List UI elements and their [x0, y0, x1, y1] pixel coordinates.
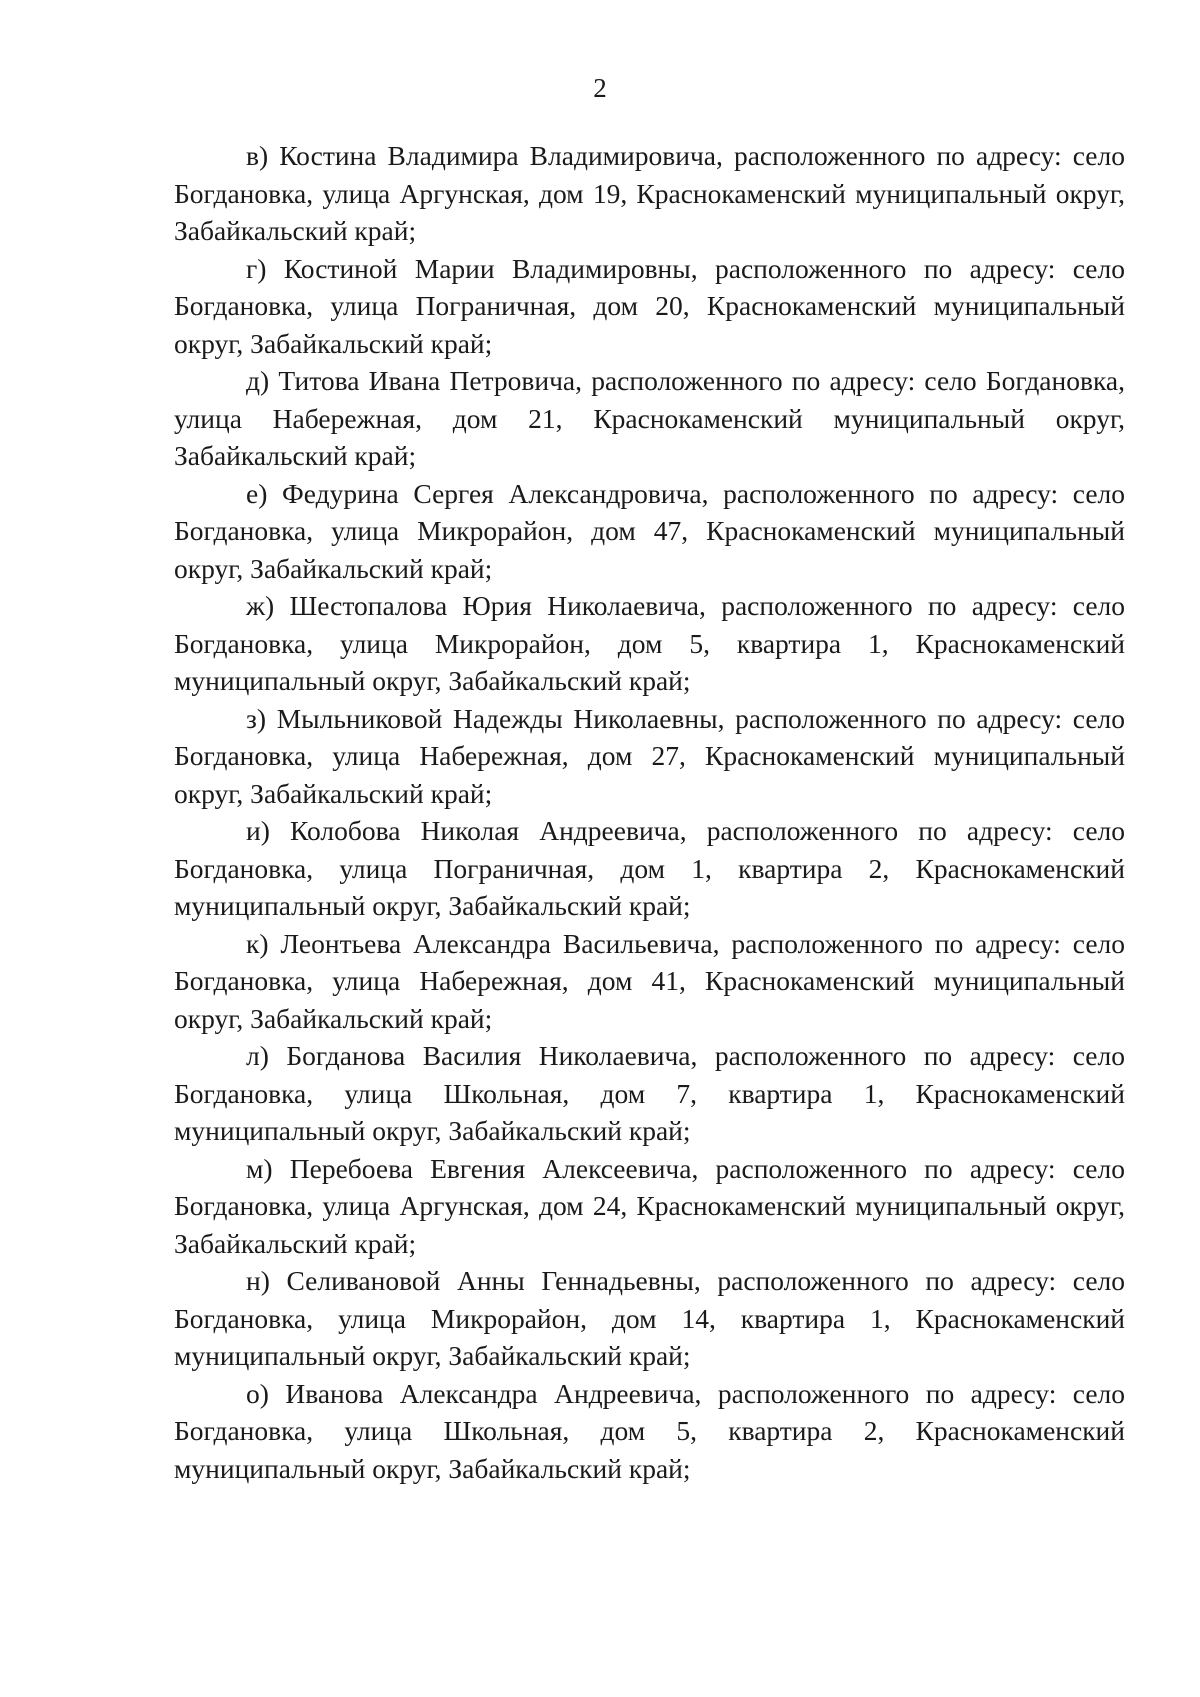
list-item-i: и) Колобова Николая Андреевича, расположенного по адресу: село Богдановка, улица Пограничная, дом 1, квартира 2, Краснокаменский муниципальный округ, Забайкальский край; [174, 815, 1125, 921]
list-item-l: л) Богданова Василия Николаевича, расположенного по адресу: село Богдановка, улица Школьная, дом 7, квартира 1, Краснокаменский муниципальный округ, Забайкальский край; [174, 1040, 1125, 1146]
document-body [174, 137, 1125, 1487]
page-number: 2 [593, 73, 607, 103]
list-item-n: н) Селивановой Анны Геннадьевны, расположенного по адресу: село Богдановка, улица Микрорайон, дом 14, квартира 1, Краснокаменский муниципальный округ, Забайкальский край; [174, 1265, 1125, 1371]
list-item-v: в) Костина Владимира Владимировича, расположенного по адресу: село Богдановка, улица Аргунская, дом 19, Краснокаменский муниципальный округ, Забайкальский край; [174, 140, 1125, 246]
list-item-m: м) Перебоева Евгения Алексеевича, расположенного по адресу: село Богдановка, улица Аргунская, дом 24, Краснокаменский муниципальный округ, Забайкальский край; [174, 1152, 1125, 1259]
list-item-z: з) Мыльниковой Надежды Николаевны, расположенного по адресу: село Богдановка, улица Набережная, дом 27, Краснокаменский муниципальный округ, Забайкальский край; [174, 702, 1125, 809]
list-item-o: о) Иванова Александра Андреевича, расположенного по адресу: село Богдановка, улица Школьная, дом 5, квартира 2, Краснокаменский муниципальный округ, Забайкальский край; [174, 1377, 1125, 1484]
list-item-g: г) Костиной Марии Владимировны, расположенного по адресу: село Богдановка, улица Пограничная, дом 20, Краснокаменский муниципальный округ, Забайкальский край; [174, 252, 1125, 359]
list-item-zh: ж) Шестопалова Юрия Николаевича, расположенного по адресу: село Богдановка, улица Микрорайон, дом 5, квартира 1, Краснокаменский муниципальный округ, Забайкальский край; [174, 590, 1125, 696]
list-item-e: е) Федурина Сергея Александровича, расположенного по адресу: село Богдановка, улица Микрорайон, дом 47, Краснокаменский муниципальный округ, Забайкальский край; [174, 477, 1125, 584]
list-item-k: к) Леонтьева Александра Васильевича, расположенного по адресу: село Богдановка, улица Набережная, дом 41, Краснокаменский муниципальный округ, Забайкальский край; [174, 927, 1125, 1034]
list-item-d: д) Титова Ивана Петровича, расположенного по адресу: село Богдановка, улица Набережная, дом 21, Краснокаменский муниципальный округ, Забайкальский край; [174, 365, 1125, 471]
